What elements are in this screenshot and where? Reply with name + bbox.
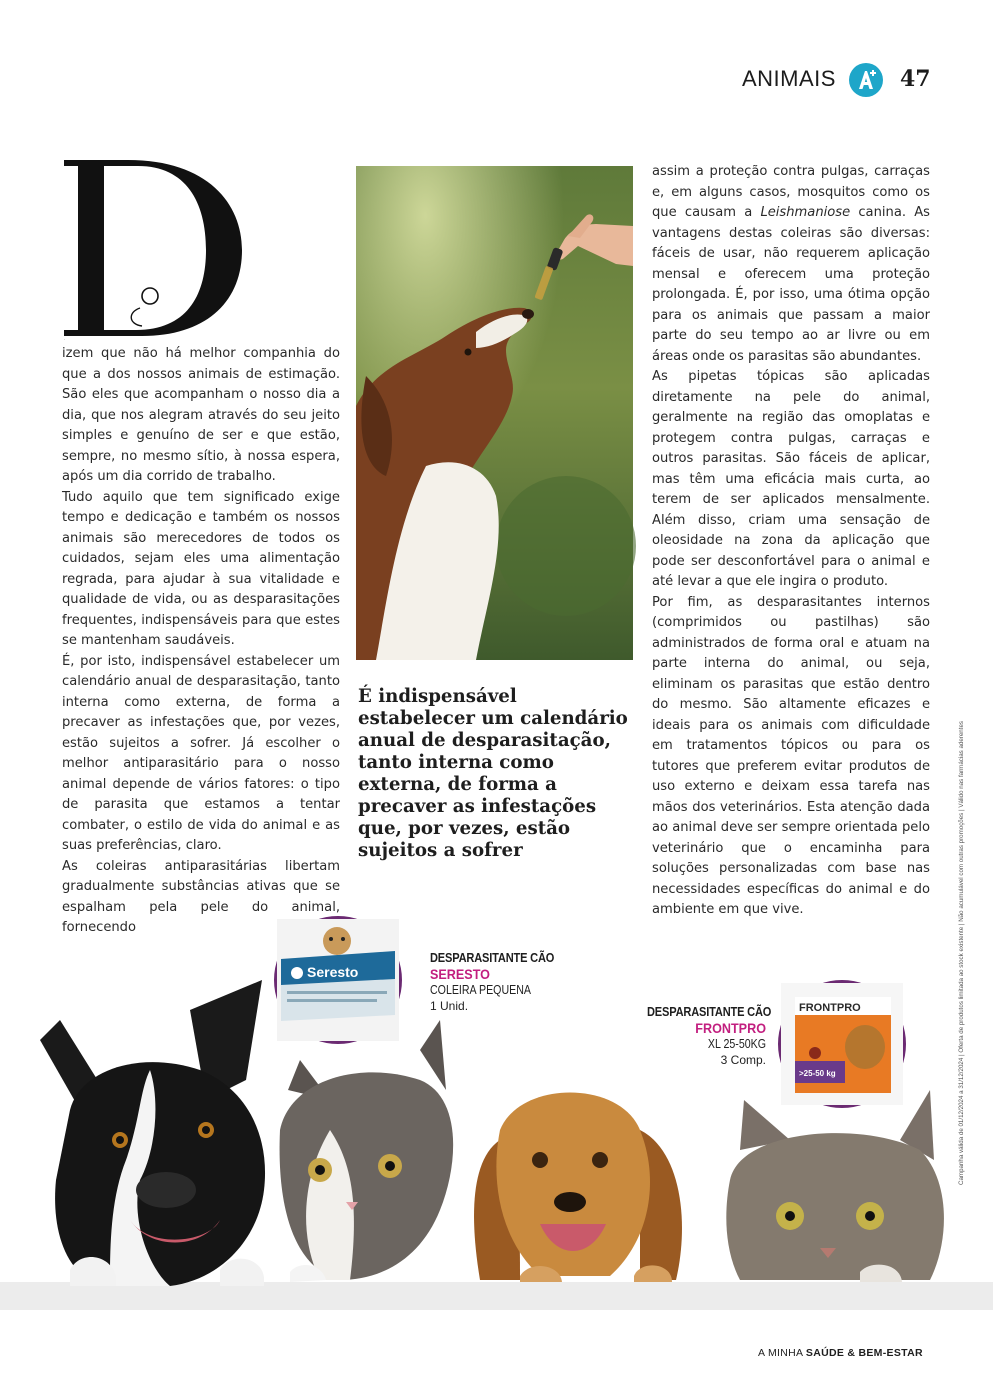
section-label: ANIMAIS <box>742 66 836 91</box>
dog-dropper-photo <box>356 166 633 660</box>
article-column-left <box>62 344 340 939</box>
black-white-dog <box>40 980 265 1286</box>
product-brand: FRONTPRO <box>695 1020 766 1036</box>
tabby-cat <box>726 1090 944 1282</box>
seresto-product-image <box>274 916 402 1044</box>
paragraph: Por fim, as desparasitantes internos (comprimidos ou pastilhas) são administrados de forma oral e atuam na parte interna do animal, ou seja, eliminam os parasitas que estão dentro do mesmo. São altamente eficazes e ideais para os animais com dificuldade em tratamentos tópicos ou para os tutores que preferem evitar produtos de uso externo e deixam essa tarefa nas mãos dos veterinários. Esta atenção dada ao animal deve ser sempre orientada pelo veterinário que o encaminha para soluções personalizadas com base nas necessidades específicas do animal e do ambiente em que vive. <box>652 594 930 917</box>
paragraph: As pipetas tópicas são aplicadas diretamente na pele do animal, geralmente na região das omoplatas e protegem contra pulgas, carraças e outros parasitas. São fáceis de aplicar, mas têm uma eficácia mais curta, ao terem de ser aplicados mensalmente. Além disso, criam uma sensação de oleosidade na zona da aplicação que pode ser desconfortável para o animal e até levar a que ele ingira o produto. <box>652 369 930 589</box>
drop-cap <box>58 140 248 340</box>
seresto-package <box>277 919 399 1041</box>
paragraph: As coleiras antiparasitárias libertam gradualmente substâncias ativas que se espalham pela pele do animal, fornecendo <box>62 858 340 935</box>
tabby-white-cat <box>280 1020 454 1282</box>
product-variant: COLEIRA PEQUENA <box>430 983 531 997</box>
svg-text:>25-50 kg: >25-50 kg <box>799 1069 836 1078</box>
article-column-right <box>652 162 930 921</box>
paragraph: assim a proteção contra pulgas, carraças e, em alguns casos, mosquitos como os que causam a Leishmaniose canina. As vantagens destas coleiras são diversas: fáceis de usar, não requerem aplicação mensal e oferecem uma proteção prolongada. É, por isso, uma ótima opção para os animais que passam a maior parte do seu tempo ao ar livre ou em áreas onde os parasitas são abundantes. <box>652 164 930 364</box>
product-variant: XL 25-50KG <box>707 1037 766 1051</box>
pull-quote: É indispensável estabelecer um calendário anual de desparasitação, tanto interna como externa, de forma a precaver as infestações que, por vezes, estão sujeitos a sofrer <box>358 686 628 861</box>
paragraph: izem que não há melhor companhia do que a dos nossos animais de estimação. São eles que acompanham o nosso dia a dia, que nos alegram através do seu jeito simples e genuíno de ser e que estão, sempre, no mesmo sítio, à nossa espera, após um dia corrido de trabalho. <box>62 346 340 484</box>
pharmacy-cross-icon <box>848 62 884 98</box>
seresto-product-info <box>430 950 580 1014</box>
paragraph: É, por isto, indispensável estabelecer um calendário anual de desparasitação, tanto interna como externa, de forma a precaver as infestações que, por vezes, estão sujeitos a sofrer. Já escolher o melhor antiparasitário para o nosso animal depende de vários fatores: o tipo de parasita que estamos a tentar combater, o estilo de vida do animal e as suas preferências, claro. <box>62 653 340 853</box>
paragraph: Tudo aquilo que tem significado exige tempo e dedicação e também os nossos animais são merecedores de todos os cuidados, sejam eles uma alimentação regrada, para ajudar à sua vitalidade e qualidade de vida, ou as desparasitações frequentes, indispensáveis para que estes se mantenham saudáveis. <box>62 489 340 648</box>
frontpro-product-info <box>626 1004 772 1068</box>
page-number: 47 <box>900 66 931 92</box>
product-brand: SERESTO <box>430 966 490 982</box>
golden-dog <box>474 1093 682 1283</box>
product-quantity: 1 Unid. <box>430 999 469 1013</box>
frontpro-package <box>781 983 903 1105</box>
frontpro-product-image <box>778 980 906 1108</box>
svg-text:Seresto: Seresto <box>307 964 359 980</box>
product-category: DESPARASITANTE CÃO <box>430 950 555 965</box>
svg-text:FRONTPRO: FRONTPRO <box>799 1002 861 1014</box>
legal-note: Campanha válida de 01/12/2024 a 31/12/2024 | Oferta de produtos limitada ao stock existente | Não acumulável com outras promoções | Válido nas farmácias aderentes <box>958 721 965 1185</box>
product-category: DESPARASITANTE CÃO <box>647 1004 772 1019</box>
product-quantity: 3 Comp. <box>720 1053 766 1067</box>
magazine-footer: A MINHA SAÚDE & BEM-ESTAR <box>758 1347 923 1359</box>
svg-text:D: D <box>64 340 65 341</box>
